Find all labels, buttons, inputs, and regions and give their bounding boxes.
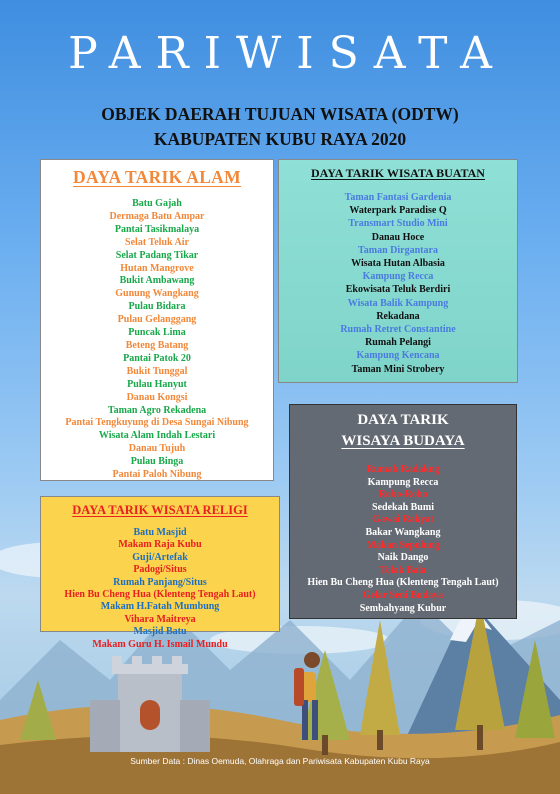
list-item: Transmart Studio Mini: [348, 218, 448, 230]
religious-list: [41, 527, 279, 651]
list-item: Makam Raja Kubu: [118, 539, 202, 551]
list-item: Bukit Tunggal: [126, 365, 188, 377]
list-item: Hien Bu Cheng Hua (Klenteng Tengah Laut): [307, 577, 499, 589]
religious-heading: DAYA TARIK WISATA RELIGI: [72, 503, 248, 517]
nature-heading: DAYA TARIK ALAM: [73, 167, 241, 187]
list-item: Taman Dirgantara: [358, 244, 438, 256]
list-item: Selat Teluk Air: [125, 236, 189, 248]
list-item: Pulau Bidara: [128, 301, 186, 313]
list-item: Vihara Maitreya: [124, 613, 196, 625]
list-item: Beteng Batang: [125, 339, 189, 351]
list-item: Kampung Recca: [362, 271, 434, 283]
list-item: Tolak Bala: [379, 564, 427, 576]
list-item: Naik Dango: [377, 552, 429, 564]
list-item: Bukit Ambawang: [119, 275, 195, 287]
list-item: Pulau Binga: [130, 456, 184, 468]
cultural-list: [290, 464, 516, 615]
nature-attractions-panel: [40, 159, 274, 481]
list-item: Danau Hoce: [371, 231, 425, 243]
list-item: Pantai Tasikmalaya: [114, 223, 200, 235]
artificial-heading: DAYA TARIK WISATA BUATAN: [311, 166, 485, 180]
list-item: Hutan Mangrove: [120, 262, 194, 274]
list-item: Danau Tujuh: [128, 443, 186, 455]
artificial-list: [279, 191, 517, 376]
list-item: Batu Gajah: [132, 198, 182, 209]
data-source-note: Sumber Data : Dinas Oemuda, Olahraga dan Pariwisata Kabupaten Kubu Raya: [130, 756, 430, 766]
list-item: Pantai Patok 20: [123, 352, 191, 364]
list-item: Hien Bu Cheng Hua (Klenteng Tengah Laut): [64, 589, 256, 601]
list-item: Ekowisata Teluk Berdiri: [345, 284, 451, 296]
list-item: Rumah Retret Constantine: [340, 324, 456, 336]
list-item: Rumah Panjang/Situs: [113, 576, 207, 588]
list-item: Wisata Alam Indah Lestari: [98, 430, 216, 442]
list-item: Pulau Gelanggang: [117, 314, 197, 326]
subtitle-line-1: OBJEK DAERAH TUJUAN WISATA (ODTW): [101, 104, 459, 124]
list-item: Gawai Rakyat: [372, 514, 434, 526]
subtitle-line-2: KABUPATEN KUBU RAYA 2020: [153, 129, 407, 149]
list-item: Pulau Hanyut: [127, 378, 187, 390]
list-item: Pantai Paloh Nibung: [112, 469, 202, 481]
list-item: Taman Mini Strobery: [351, 363, 445, 375]
list-item: Taman Agro Rekadena: [107, 404, 207, 416]
list-item: Rumah Pelangi: [365, 337, 431, 349]
list-item: Dermaga Batu Ampar: [109, 210, 205, 222]
cultural-attractions-panel: [289, 404, 517, 619]
list-item: Guji/Artefak: [132, 551, 188, 563]
list-item: Danau Kongsi: [126, 391, 188, 403]
list-item: Makan Sepulung: [366, 539, 440, 551]
list-item: Wisata Balik Kampung: [347, 297, 449, 309]
list-item: Sedekah Bumi: [372, 501, 434, 513]
list-item: Gunung Wangkang: [115, 288, 199, 300]
list-item: Makam Guru H. Ismail Mundu: [92, 638, 228, 650]
list-item: Puncak Lima: [128, 327, 186, 339]
religious-attractions-panel: [40, 496, 280, 650]
list-item: Waterpark Paradise Q: [349, 205, 447, 217]
artificial-attractions-panel: [278, 159, 518, 383]
list-item: Rekadana: [376, 310, 420, 322]
list-item: Masjid Batu: [133, 626, 187, 638]
list-item: Pantai Tengkuyung di Desa Sungai Nibung: [65, 417, 249, 429]
list-item: Wisata Hutan Albasia: [351, 258, 445, 270]
cultural-heading-line-1: DAYA TARIK: [357, 412, 449, 428]
list-item: Gelar Seni Budaya: [362, 589, 444, 601]
list-item: Padogi/Situs: [133, 564, 187, 576]
page-title: PARIWISATA: [68, 28, 507, 79]
list-item: Rumah Radakng: [366, 464, 440, 475]
cultural-heading: [290, 410, 516, 452]
list-item: Makam H.Fatah Mumbung: [100, 601, 220, 613]
list-item: Sembahyang Kubur: [359, 602, 447, 614]
list-item: Batu Masjid: [133, 527, 187, 538]
cultural-heading-line-2: WISAYA BUDAYA: [341, 433, 465, 449]
nature-list: [41, 198, 273, 482]
list-item: Bakar Wangkang: [365, 526, 441, 538]
list-item: Kampung Recca: [367, 476, 439, 488]
list-item: Selat Padang Tikar: [115, 249, 199, 261]
list-item: Kampung Kencana: [356, 350, 440, 362]
list-item: Robo-Robo: [378, 489, 428, 501]
list-item: Taman Fantasi Gardenia: [344, 192, 452, 203]
